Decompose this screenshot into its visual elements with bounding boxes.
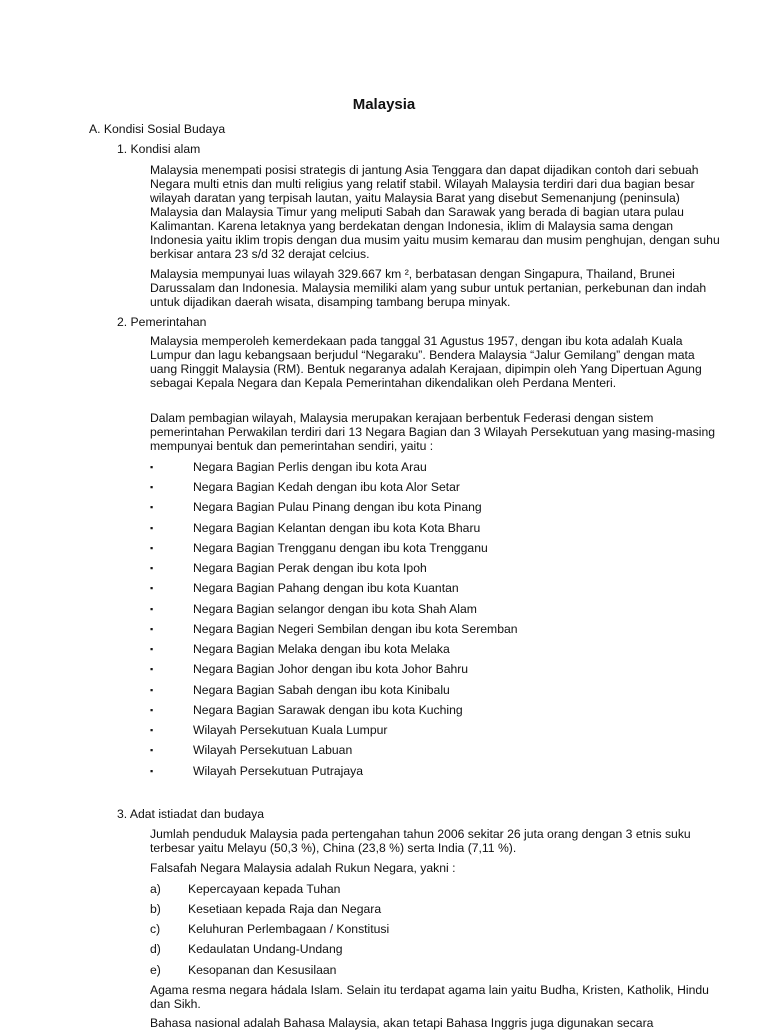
page-title: Malaysia: [352, 96, 416, 113]
bullet-marker: ▪: [150, 766, 154, 776]
sub2-heading: 2. Pemerintahan: [117, 315, 207, 329]
sub3-heading: 3. Adat istiadat dan budaya: [117, 807, 265, 821]
list-item-text: Negara Bagian Johor dengan ibu kota Johor Bahru: [193, 662, 469, 676]
list-item: [150, 480, 730, 494]
list-item: [150, 561, 730, 575]
bullet-marker: ▪: [150, 482, 154, 492]
list-item-text: Negara Bagian Sabah dengan ibu kota Kinibalu: [193, 683, 450, 697]
bullet-marker: ▪: [150, 502, 154, 512]
list-item: [150, 602, 730, 616]
list-item-text: Kepercayaan kepada Tuhan: [188, 882, 341, 896]
sub3-paragraph-3: Agama resma negara hádala Islam. Selain itu terdapat agama lain yaitu Budha, Kristen, Katholik, Hindu dan Sikh.: [150, 983, 709, 1011]
list-item-text: Wilayah Persekutuan Putrajaya: [193, 764, 364, 778]
list-item: [150, 882, 730, 896]
list-item-text: Kesopanan dan Kesusilaan: [188, 963, 337, 977]
sub2-paragraph-2: Dalam pembagian wilayah, Malaysia merupakan kerajaan berbentuk Federasi dengan sistem pemerintahan Perwakilan terdiri dari 13 Negara Bagian dan 3 Wilayah Persekutuan yang masing-masing mempunyai bentuk dan pemerintahan sendiri, yaitu :: [150, 411, 715, 453]
bullet-marker: ▪: [150, 604, 154, 614]
list-item: [150, 541, 730, 555]
bullet-marker: ▪: [150, 664, 154, 674]
list-item-text: Negara Bagian Sarawak dengan ibu kota Kuching: [193, 703, 463, 717]
sub3-paragraph-4: Bahasa nasional adalah Bahasa Malaysia, akan tetapi Bahasa Inggris juga digunakan secara: [150, 1016, 654, 1030]
list-item-text: Negara Bagian Negeri Sembilan dengan ibu kota Seremban: [193, 622, 518, 636]
list-item-marker: e): [150, 963, 161, 977]
list-item-text: Negara Bagian Pahang dengan ibu kota Kuantan: [193, 581, 459, 595]
bullet-marker: ▪: [150, 563, 154, 573]
list-item: [150, 764, 730, 778]
list-item-text: Negara Bagian Kedah dengan ibu kota Alor Setar: [193, 480, 460, 494]
list-item-text: Wilayah Persekutuan Labuan: [193, 743, 353, 757]
list-item-text: Negara Bagian selangor dengan ibu kota Shah Alam: [193, 602, 477, 616]
list-item: [150, 683, 730, 697]
sub3-paragraph-2: Falsafah Negara Malaysia adalah Rukun Negara, yakni :: [150, 861, 456, 875]
list-item-text: Kesetiaan kepada Raja dan Negara: [188, 902, 382, 916]
list-item-marker: b): [150, 902, 161, 916]
list-item-text: Negara Bagian Perlis dengan ibu kota Arau: [193, 460, 427, 474]
list-item: [150, 460, 730, 474]
list-item-text: Keluhuran Perlembagaan / Konstitusi: [188, 922, 390, 936]
list-item-marker: c): [150, 922, 161, 936]
sub3-paragraph-1: Jumlah penduduk Malaysia pada pertengahan tahun 2006 sekitar 26 juta orang dengan 3 etnis suku terbesar yaitu Melayu (50,3 %), China (23,8 %) serta India (7,11 %).: [150, 827, 691, 855]
section-a-heading: A. Kondisi Sosial Budaya: [89, 122, 226, 136]
bullet-marker: ▪: [150, 543, 154, 553]
bullet-marker: ▪: [150, 705, 154, 715]
list-item-text: Wilayah Persekutuan Kuala Lumpur: [193, 723, 388, 737]
list-item: [150, 500, 730, 514]
list-item-text: Negara Bagian Melaka dengan ibu kota Melaka: [193, 642, 450, 656]
list-item: [150, 942, 730, 956]
list-item: [150, 902, 730, 916]
list-item: [150, 642, 730, 656]
bullet-marker: ▪: [150, 624, 154, 634]
list-item: [150, 622, 730, 636]
bullet-marker: ▪: [150, 745, 154, 755]
list-item-text: Negara Bagian Trengganu dengan ibu kota Trengganu: [193, 541, 488, 555]
list-item: [150, 922, 730, 936]
list-item-text: Kedaulatan Undang-Undang: [188, 942, 343, 956]
list-item: [150, 662, 730, 676]
list-item-text: Negara Bagian Pulau Pinang dengan ibu kota Pinang: [193, 500, 482, 514]
bullet-marker: ▪: [150, 523, 154, 533]
list-item: [150, 963, 730, 977]
bullet-marker: ▪: [150, 583, 154, 593]
list-item-text: Negara Bagian Perak dengan ibu kota Ipoh: [193, 561, 427, 575]
list-item: [150, 581, 730, 595]
list-item: [150, 703, 730, 717]
list-item: [150, 521, 730, 535]
list-item-marker: d): [150, 942, 161, 956]
bullet-marker: ▪: [150, 462, 154, 472]
sub1-paragraph-1: Malaysia menempati posisi strategis di jantung Asia Tenggara dan dapat dijadikan contoh dari sebuah Negara multi etnis dan multi religius yang relatif stabil. Wilayah Malaysia terdiri dari dua bagian besar wilayah daratan yang terpisah lautan, yaitu Malaysia Barat yang disebut Semenanjung (peninsula) Malaysia dan Malaysia Timur yang meliputi Sabah dan Sarawak yang berada di bagian utara pulau Kalimantan. Karena letaknya yang berdekatan dengan Indonesia, iklim di Malaysia sama dengan Indonesia yaitu iklim tropis dengan dua musim yaitu musim kemarau dan musim penghujan, dengan suhu berkisar antara 23 s/d 32 derajat celcius.: [150, 163, 720, 261]
bullet-marker: ▪: [150, 725, 154, 735]
list-item: [150, 723, 730, 737]
sub1-paragraph-2: Malaysia mempunyai luas wilayah 329.667 km ², berbatasan dengan Singapura, Thailand, Brunei Darussalam dan Indonesia. Malaysia memiliki alam yang subur untuk pertanian, perkebunan dan indah untuk dijadikan daerah wisata, disamping tambang berupa minyak.: [150, 267, 707, 309]
sub2-paragraph-1: Malaysia memperoleh kemerdekaan pada tanggal 31 Agustus 1957, dengan ibu kota adalah Kuala Lumpur dan lagu kebangsaan berjudul “Negaraku”. Bendera Malaysia “Jalur Gemilang” dengan mata uang Ringgit Malaysia (RM). Bentuk negaranya adalah Kerajaan, dipimpin oleh Yang Dipertuan Agung sebagai Kepala Negara dan Kepala Pemerintahan dikendalikan oleh Perdana Menteri.: [150, 334, 702, 390]
bullet-marker: ▪: [150, 685, 154, 695]
bullet-marker: ▪: [150, 644, 154, 654]
list-item-text: Negara Bagian Kelantan dengan ibu kota Kota Bharu: [193, 521, 481, 535]
list-item: [150, 743, 730, 757]
sub1-heading: 1. Kondisi alam: [117, 142, 201, 156]
list-item-marker: a): [150, 882, 161, 896]
